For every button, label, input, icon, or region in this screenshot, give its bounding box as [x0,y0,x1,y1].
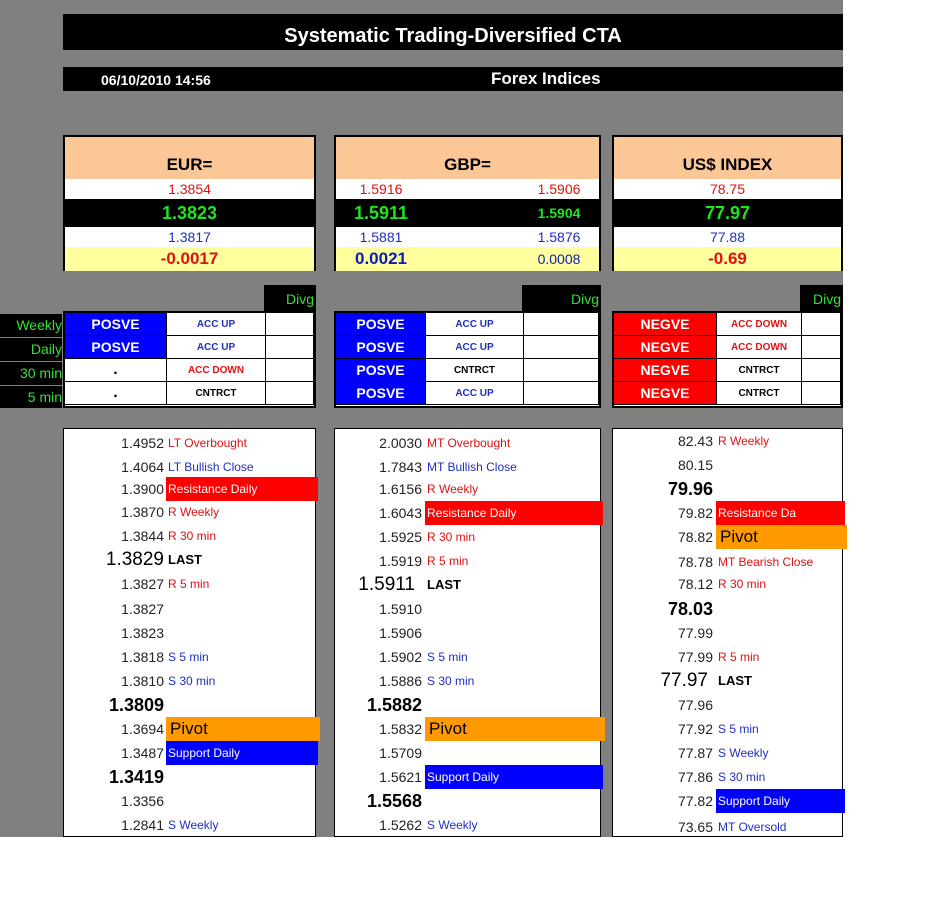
level-row [335,455,600,479]
signal-row [336,336,599,359]
level-value: 1.6156 [379,481,422,497]
last-price: 1.5911 [353,202,409,223]
level-row [613,717,842,741]
level-value: 80.15 [677,457,713,473]
level-value: 1.3829 [105,549,164,570]
level-label: R 30 min [168,529,217,543]
levels-panel-usd [612,428,843,837]
level-label: MT Overbought [427,436,511,450]
level-value: 1.5568 [366,791,422,811]
level-row [64,789,315,813]
level-row [613,477,842,501]
level-label: S 30 min [427,674,475,688]
quote-header [614,137,841,179]
change-value: -0.0017 [160,249,219,268]
level-row [335,477,600,501]
level-label: R Weekly [427,482,479,496]
level-value: 77.86 [677,769,713,785]
level-label: LAST [427,577,461,592]
header-bar [63,67,843,91]
signal-state: POSVE [336,382,426,405]
level-value: 1.6043 [379,505,422,521]
level-value: 78.82 [677,529,713,545]
level-label: Resistance Daily [166,477,318,501]
change-value: -0.69 [708,249,747,268]
level-value: 1.3810 [121,673,164,689]
high-price-2: 1.5906 [537,181,581,197]
level-row [613,429,842,453]
levels-panel-gbp [334,428,601,837]
level-label: Pivot [716,525,847,549]
level-row [335,549,600,573]
signal-trend: ACC DOWN [717,336,802,359]
level-row [335,669,600,693]
level-row [64,431,315,455]
level-label: MT Bearish Close [718,555,814,569]
level-value: 2.0030 [379,435,422,451]
signal-trend: ACC UP [167,313,266,336]
level-value: 1.3487 [121,745,164,761]
divg-cell [802,382,841,405]
level-row [613,621,842,645]
level-value: 1.2841 [121,817,164,833]
signal-row [614,382,841,405]
signal-row [65,359,314,382]
level-row [335,813,600,837]
section-title: Forex Indices [491,69,601,88]
signal-trend: ACC UP [167,336,266,359]
level-value: 78.03 [667,599,713,619]
level-row [613,597,842,621]
signal-row [614,313,841,336]
high-price: 78.75 [709,181,746,197]
signal-state: NEGVE [614,382,717,405]
level-row [64,524,315,548]
high-price: 1.5916 [359,181,403,197]
level-value: 1.5919 [379,553,422,569]
level-value: 1.5925 [379,529,422,545]
level-row [335,693,600,717]
symbol: US$ INDEX [682,155,773,174]
signal-state: POSVE [65,336,167,359]
level-value: 77.82 [677,793,713,809]
level-row [613,453,842,477]
level-label: LAST [168,552,202,567]
level-row [335,501,600,525]
level-label: Support Daily [166,741,318,765]
divg-cell [524,382,599,405]
level-value: 1.3818 [121,649,164,665]
signal-trend: CNTRCT [717,359,802,382]
level-row [613,741,842,765]
level-label: LT Overbought [168,436,247,450]
level-value: 1.3827 [121,601,164,617]
signal-trend: ACC DOWN [717,313,802,336]
divg-cell [524,313,599,336]
level-row [64,669,315,693]
level-value: 1.4952 [121,435,164,451]
level-value: 79.96 [667,479,713,499]
quote-header [336,137,599,179]
level-row [335,621,600,645]
signal-table-usd [612,311,843,408]
signal-state: NEGVE [614,313,717,336]
signal-trend: ACC UP [426,313,524,336]
last-price: 77.97 [704,202,751,223]
level-label: R 5 min [718,650,760,664]
signal-row [614,336,841,359]
level-label: Support Daily [425,765,603,789]
level-value: 1.5886 [379,673,422,689]
level-row [64,500,315,524]
level-label: Pivot [425,717,605,741]
level-row [335,431,600,455]
level-row [64,645,315,669]
level-label: LT Bullish Close [168,460,254,474]
level-row [64,765,315,789]
level-value: 1.7843 [379,459,422,475]
level-row [613,525,842,549]
level-row [613,645,842,669]
signal-table-gbp [334,311,601,408]
signal-state: NEGVE [614,359,717,382]
last-price: 1.3823 [161,202,218,223]
level-label: R 5 min [427,554,469,568]
level-row [335,765,600,789]
level-row [613,501,842,525]
level-value: 1.5621 [379,769,422,785]
signal-row [65,336,314,359]
low-price: 1.3817 [168,229,211,245]
signal-state: POSVE [336,359,426,382]
level-value: 78.12 [677,576,713,592]
level-row [335,573,600,597]
signal-table-eur [63,311,316,408]
level-value: 77.97 [660,670,708,691]
level-row [64,693,315,717]
level-value: 1.4064 [121,459,164,475]
level-value: 1.5906 [379,625,422,641]
signal-state: POSVE [336,336,426,359]
level-value: 77.87 [677,745,713,761]
level-value: 73.65 [677,819,713,835]
level-value: 1.5911 [358,574,415,595]
level-row [613,693,842,717]
level-value: 1.3870 [121,504,164,520]
signal-row [336,359,599,382]
level-row [64,548,315,572]
level-label: S 5 min [718,722,759,736]
divg-cell [802,359,841,382]
level-label: S Weekly [168,818,219,832]
quote-panel-eur [63,135,316,271]
level-row [64,572,315,596]
signal-row [65,382,314,405]
level-label: Pivot [166,717,320,741]
divg-cell [266,313,314,336]
high-price: 1.3854 [168,181,211,197]
divg-cell [802,336,841,359]
level-value: 78.78 [677,554,713,570]
level-value: 1.3827 [121,576,164,592]
level-label: Support Daily [716,789,845,813]
level-row [64,621,315,645]
signal-row [336,382,599,405]
divg-cell [266,336,314,359]
levels-panel-eur [63,428,316,837]
divg-cell [266,382,314,405]
divg-cell [524,336,599,359]
low-price-2: 1.5876 [537,229,581,245]
divg-header-usd: Divg [800,285,843,311]
level-row [335,597,600,621]
level-value: 77.99 [677,649,713,665]
level-row [335,645,600,669]
level-value: 1.3419 [108,767,164,787]
level-row [335,789,600,813]
signal-trend: ACC UP [426,336,524,359]
level-value: 77.92 [677,721,713,737]
level-label: MT Bullish Close [427,460,517,474]
level-row [613,572,842,596]
level-label: R Weekly [168,505,220,519]
level-label: S Weekly [718,746,769,760]
level-label: S 30 min [718,770,766,784]
level-label: S 5 min [427,650,468,664]
quote-panel-usd [612,135,843,271]
level-value: 1.3809 [108,695,164,715]
timeframe-weekly: Weekly [0,314,62,337]
signal-trend: CNTRCT [426,359,524,382]
signal-trend: ACC UP [426,382,524,405]
level-value: 1.3694 [121,721,164,737]
signal-trend: ACC DOWN [167,359,266,382]
divg-cell [524,359,599,382]
signal-state: . [65,382,167,405]
level-label: S Weekly [427,818,478,832]
level-row [64,455,315,479]
divg-header-eur: Divg [264,285,316,311]
level-label: R 30 min [427,530,476,544]
level-label: Resistance Daily [425,501,603,525]
signal-row [614,359,841,382]
divg-header-gbp: Divg [522,285,601,311]
level-label: MT Oversold [718,820,787,834]
level-label: S 30 min [168,674,216,688]
timeframe-daily: Daily [0,338,62,361]
level-label: R 30 min [718,577,767,591]
level-label: Resistance Da [716,501,845,525]
page-title: Systematic Trading-Diversified CTA [63,14,843,50]
level-row [613,789,842,813]
timeframe-30min: 30 min [0,362,62,385]
signal-state: . [65,359,167,382]
signal-trend: CNTRCT [167,382,266,405]
signal-state: POSVE [65,313,167,336]
change-value: 0.0021 [355,249,407,268]
level-value: 1.3356 [121,793,164,809]
level-label: LAST [718,673,752,688]
level-value: 77.96 [677,697,713,713]
level-value: 79.82 [677,505,713,521]
level-value: 1.5902 [379,649,422,665]
level-label: R Weekly [718,434,770,448]
level-value: 1.5262 [379,817,422,833]
signal-row [65,313,314,336]
level-value: 1.3844 [121,528,164,544]
symbol: EUR= [166,155,213,174]
level-row [64,597,315,621]
datetime: 06/10/2010 14:56 [101,72,211,88]
level-row [335,717,600,741]
signal-trend: CNTRCT [717,382,802,405]
level-row [613,765,842,789]
timeframe-5min: 5 min [0,386,62,408]
level-row [64,813,315,837]
divg-cell [266,359,314,382]
signal-state: POSVE [336,313,426,336]
level-row [335,741,600,765]
quote-header [65,137,314,179]
level-value: 1.5910 [379,601,422,617]
level-row [64,717,315,741]
symbol: GBP= [444,155,491,174]
signal-state: NEGVE [614,336,717,359]
level-value: 1.3823 [121,625,164,641]
level-row [613,550,842,574]
level-label: S 5 min [168,650,209,664]
signal-row [336,313,599,336]
low-price: 1.5881 [359,229,403,245]
level-row [613,669,842,693]
low-price: 77.88 [709,229,746,245]
level-label: R 5 min [168,577,210,591]
quote-panel-gbp [334,135,601,271]
divg-cell [802,313,841,336]
level-value: 1.5832 [379,721,422,737]
level-value: 1.5882 [366,695,422,715]
level-value: 77.99 [677,625,713,641]
level-row [335,525,600,549]
last-price-2: 1.5904 [537,205,581,221]
level-value: 1.3900 [121,481,164,497]
level-row [64,477,315,501]
level-value: 1.5709 [379,745,422,761]
level-row [613,815,842,839]
level-value: 82.43 [677,433,713,449]
change-value-2: 0.0008 [537,251,581,267]
level-row [64,741,315,765]
